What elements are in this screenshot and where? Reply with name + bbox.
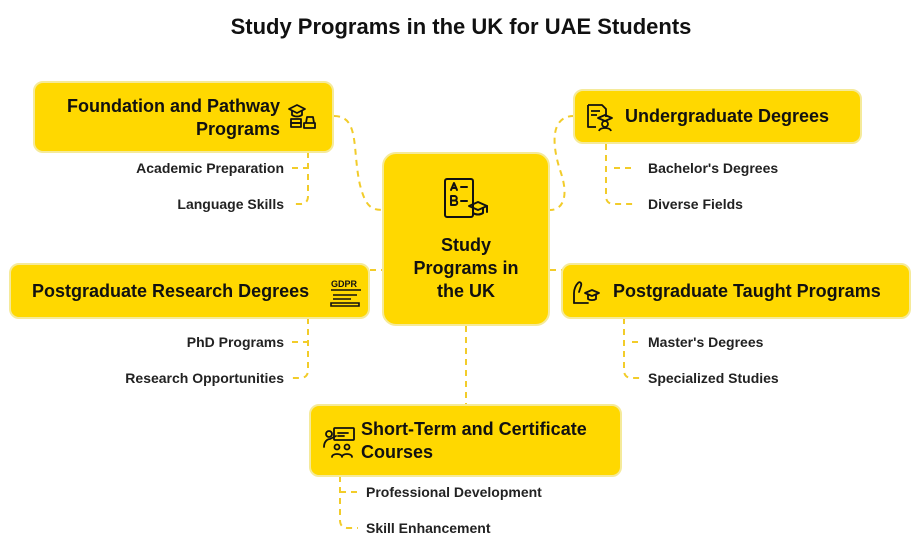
undergraduate-node xyxy=(573,89,862,144)
postgraduate-taught-node xyxy=(561,263,911,319)
sub-diverse-fields: Diverse Fields xyxy=(648,196,743,212)
graduate-certificate-icon xyxy=(585,102,615,132)
sub-masters-degrees: Master's Degrees xyxy=(648,334,764,350)
sub-phd-programs: PhD Programs xyxy=(186,334,284,350)
connector-foundation xyxy=(334,116,384,210)
gdpr-document-icon xyxy=(329,277,363,307)
postgraduate-research-node xyxy=(9,263,370,319)
svg-text:GDPR: GDPR xyxy=(331,279,358,289)
foundation-label-line-2: Programs xyxy=(195,119,280,139)
undergraduate-label: Undergraduate Degrees xyxy=(625,106,830,126)
sub-professional-development: Professional Development xyxy=(366,484,542,500)
foundation-label-line-1: Foundation and Pathway xyxy=(66,96,280,116)
exam-sheet-icon xyxy=(441,176,491,220)
postgraduate-research-label: Postgraduate Research Degrees xyxy=(32,281,310,301)
sub-research-opportunities: Research Opportunities xyxy=(125,370,284,386)
center-label-line-2: Programs in xyxy=(413,258,519,278)
sub-language-skills: Language Skills xyxy=(177,196,284,212)
hand-graduation-cap-icon xyxy=(571,277,601,307)
postgraduate-taught-label: Postgraduate Taught Programs xyxy=(613,281,881,301)
teacher-group-icon xyxy=(322,425,356,459)
center-node xyxy=(382,152,550,326)
connector-undergraduate xyxy=(550,116,574,210)
graduation-books-icon xyxy=(287,101,317,131)
short-term-label-line-1: Short-Term and Certificate xyxy=(361,419,587,439)
sub-specialized-studies: Specialized Studies xyxy=(648,370,779,386)
sub-academic-preparation: Academic Preparation xyxy=(136,160,284,176)
sub-bachelors-degrees: Bachelor's Degrees xyxy=(648,160,779,176)
center-label-line-3: the UK xyxy=(437,281,495,301)
center-label-line-1: Study xyxy=(440,235,491,255)
short-term-label-line-2: Courses xyxy=(361,442,434,462)
foundation-node xyxy=(33,81,334,153)
sub-skill-enhancement: Skill Enhancement xyxy=(366,520,491,536)
short-term-node xyxy=(309,404,622,477)
diagram-title: Study Programs in the UK for UAE Students xyxy=(230,14,692,39)
